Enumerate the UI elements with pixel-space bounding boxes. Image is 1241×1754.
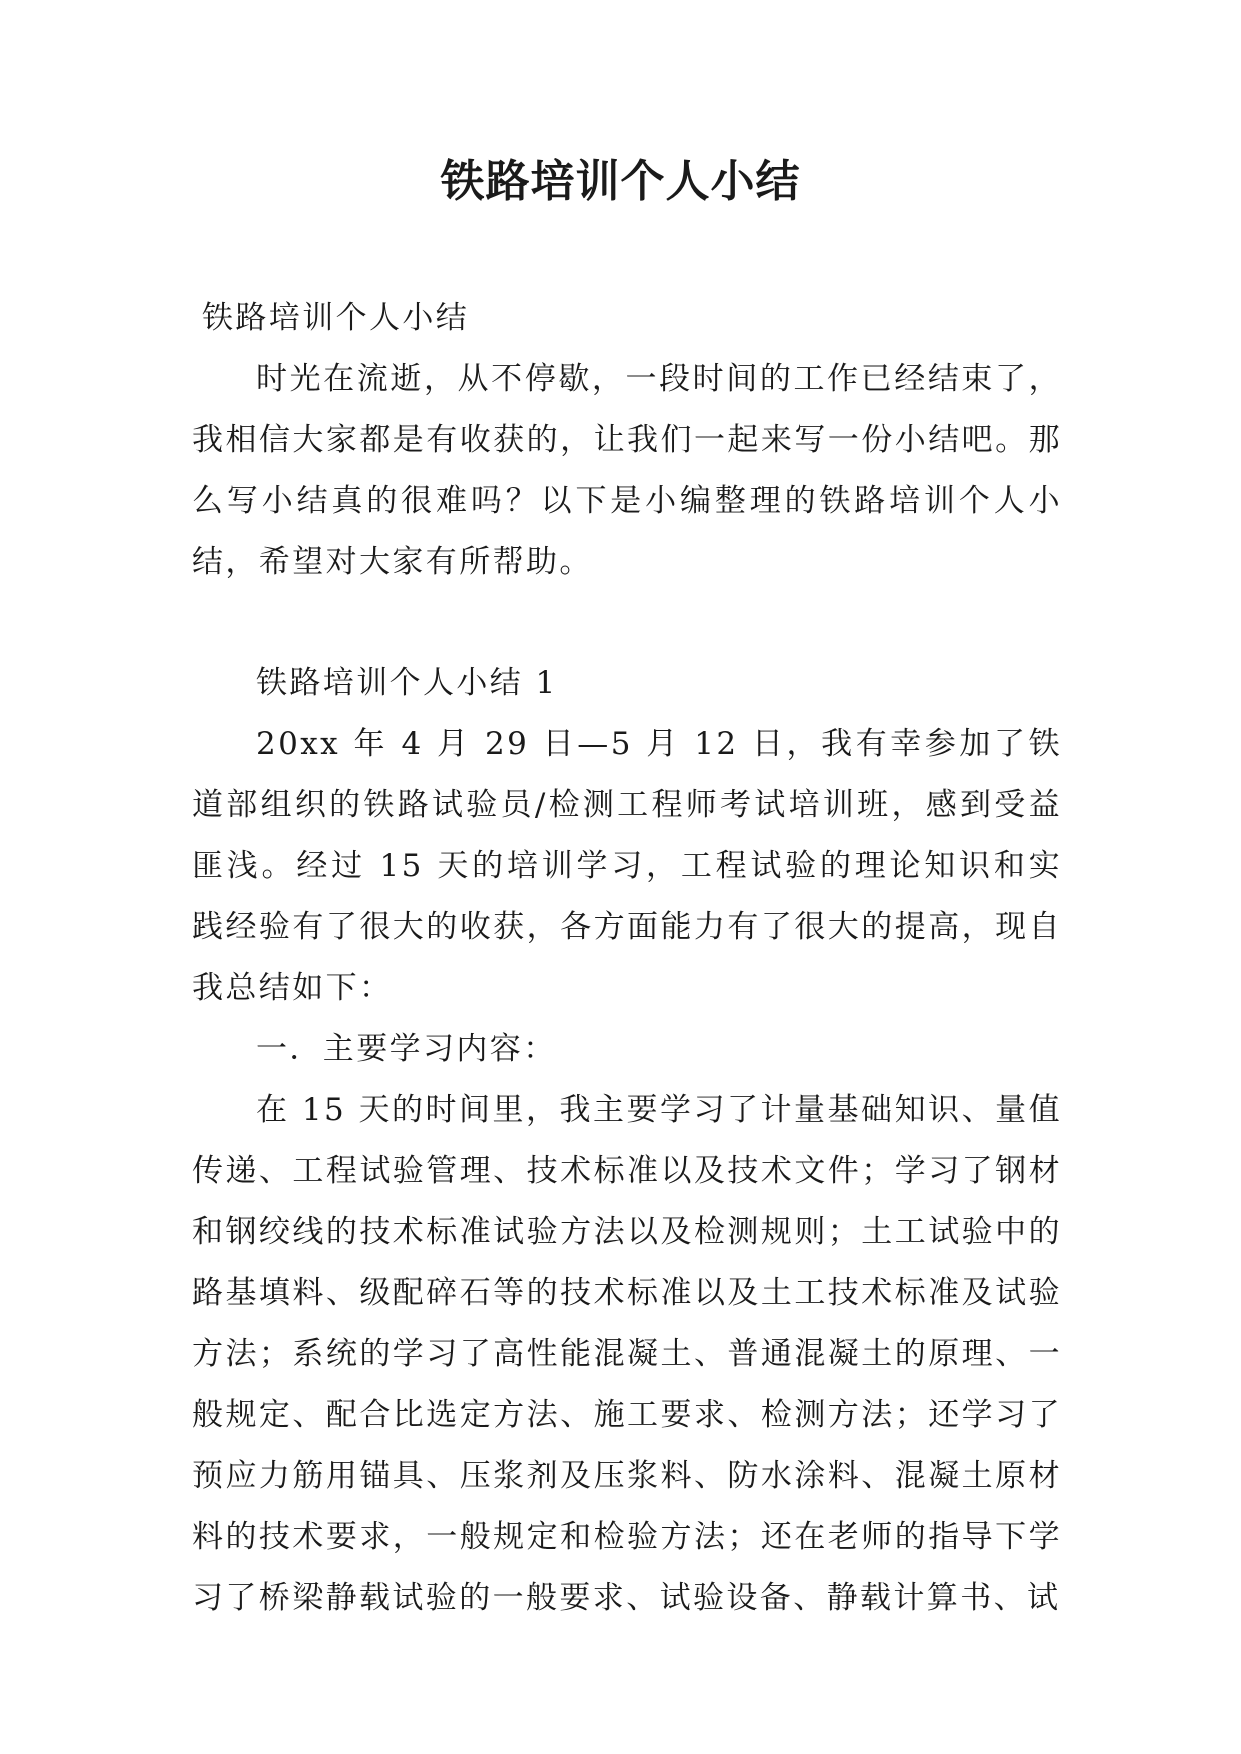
intro-paragraph: 时光在流逝，从不停歇，一段时间的工作已经结束了，我相信大家都是有收获的，让我们一起来写一份小结吧。那么写小结真的很难吗？以下是小编整理的铁路培训个人小结，希望对大家有所帮助。	[192, 361, 1062, 580]
document-body	[192, 288, 1062, 1629]
document-subtitle: 铁路培训个人小结	[202, 300, 470, 336]
page-title: 铁路培训个人小结	[440, 156, 801, 207]
section-heading: 铁路培训个人小结 1	[256, 665, 558, 701]
item-heading: 一．主要学习内容：	[256, 1031, 557, 1067]
section-paragraph: 20xx 年 4 月 29 日—5 月 12 日，我有幸参加了铁道部组织的铁路试验员/检测工程师考试培训班，感到受益匪浅。经过 15 天的培训学习，工程试验的理论知识和实践经验有了很大的收获，各方面能力有了很大的提高，现自我总结如下：	[192, 726, 1062, 1006]
item-paragraph: 在 15 天的时间里，我主要学习了计量基础知识、量值传递、工程试验管理、技术标准以及技术文件；学习了钢材和钢绞线的技术标准试验方法以及检测规则；土工试验中的路基填料、级配碎石等的技术标准以及土工技术标准及试验方法；系统的学习了高性能混凝土、普通混凝土的原理、一般规定、配合比选定方法、施工要求、检测方法；还学习了预应力筋用锚具、压浆剂及压浆料、防水涂料、混凝土原材料的技术要求，一般规定和检验方法；还在老师的指导下学习了桥梁静载试验的一般要求、试验设备、静载计算书、试	[192, 1092, 1062, 1616]
paragraph-spacer	[192, 593, 1062, 653]
